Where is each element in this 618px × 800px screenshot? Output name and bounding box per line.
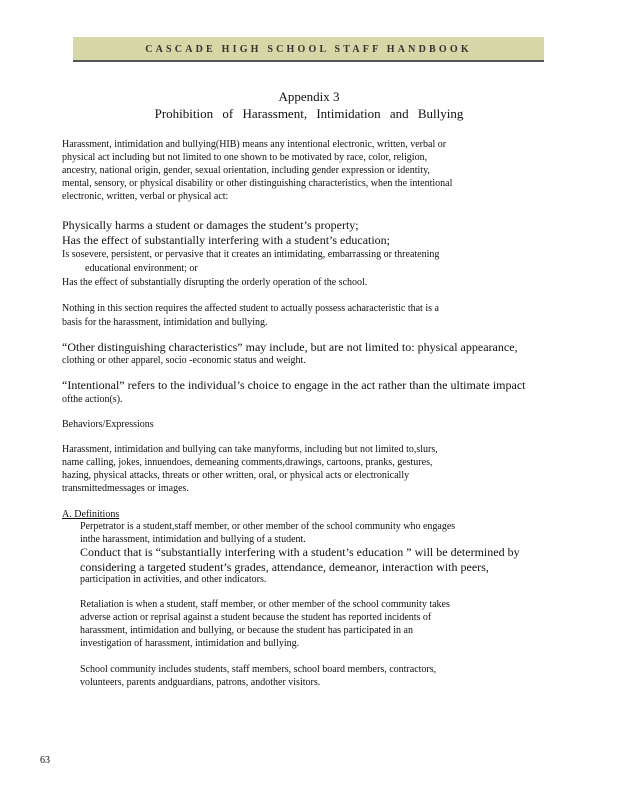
conduct-line-3: participation in activities, and other indicators. [80,574,267,585]
page-number: 63 [40,755,50,766]
intentional-line-2: ofthe action(s). [62,394,123,405]
behaviors-heading: Behaviors/Expressions [62,419,154,430]
handbook-header-title: CASCADE HIGH SCHOOL STAFF HANDBOOK [145,44,472,55]
other-chars-line-1: “Other distinguishing characteristics” may include, but are not limited to: physical appearance, [62,340,518,354]
community-line-2: volunteers, parents andguardians, patrons, andother visitors. [80,677,321,688]
intro-line-3: ancestry, national origin, gender, sexual orientation, including gender expression or identity, [62,165,430,176]
appendix-subtitle: Prohibition of Harassment, Intimidation and Bullying [154,106,464,121]
condition-environment: educational environment; or [85,263,198,274]
nothing-line-2: basis for the harassment, intimidation and bullying. [62,317,268,328]
other-chars-line-2: clothing or other apparel, socio -economic status and weight. [62,355,306,366]
definitions-heading: A. Definitions [62,509,120,520]
conduct-line-1: Conduct that is “substantially interfering with a student’s education ” will be determined by [80,545,520,559]
condition-disrupting: Has the effect of substantially disrupting the orderly operation of the school. [62,277,368,288]
behaviors-line-3: hazing, physical attacks, threats or other written, oral, or physical acts or electronically [62,470,410,481]
behaviors-line-1: Harassment, intimidation and bullying can take manyforms, including but not limited to,slurs, [62,444,438,455]
intro-line-4: mental, sensory, or physical disability or other distinguishing characteristics, when the intentional [62,178,453,189]
perpetrator-line-1: Perpetrator is a student,staff member, or other member of the school community who engages [80,521,456,532]
conduct-line-2: considering a targeted student’s grades, attendance, demeanor, interaction with peers, [80,560,489,574]
retaliation-line-1: Retaliation is when a student, staff member, or other member of the school community takes [80,599,450,610]
intro-line-5: electronic, written, verbal or physical act: [62,191,229,202]
perpetrator-line-2: inthe harassment, intimidation and bullying of a student. [80,534,306,545]
handbook-header-bar [73,37,544,62]
community-line-1: School community includes students, staff members, school board members, contractors, [80,664,437,675]
retaliation-line-4: investigation of harassment, intimidation and bullying. [80,638,300,649]
retaliation-line-3: harassment, intimidation and bullying, or because the student has participated in an [80,625,413,636]
intentional-line-1: “Intentional” refers to the individual’s choice to engage in the act rather than the ultimate impact [62,378,526,392]
condition-harms: Physically harms a student or damages the student’s property; [62,218,359,232]
condition-severe: Is sosevere, persistent, or pervasive that it creates an intimidating, embarrassing or threatening [62,249,440,260]
intro-line-2: physical act including but not limited to one shown to be motivated by race, color, religion, [62,152,428,163]
nothing-line-1: Nothing in this section requires the affected student to actually possess acharacteristic that is a [62,303,439,314]
retaliation-line-2: adverse action or reprisal against a student because the student has reported incidents of [80,612,432,623]
condition-interfering: Has the effect of substantially interfering with a student’s education; [62,233,391,247]
intro-line-1: Harassment, intimidation and bullying(HIB) means any intentional electronic, written, verbal or [62,139,447,150]
appendix-title: Appendix 3 [278,89,340,104]
behaviors-line-2: name calling, jokes, innuendoes, demeaning comments,drawings, cartoons, pranks, gestures, [62,457,433,468]
behaviors-line-4: transmittedmessages or images. [62,483,189,494]
